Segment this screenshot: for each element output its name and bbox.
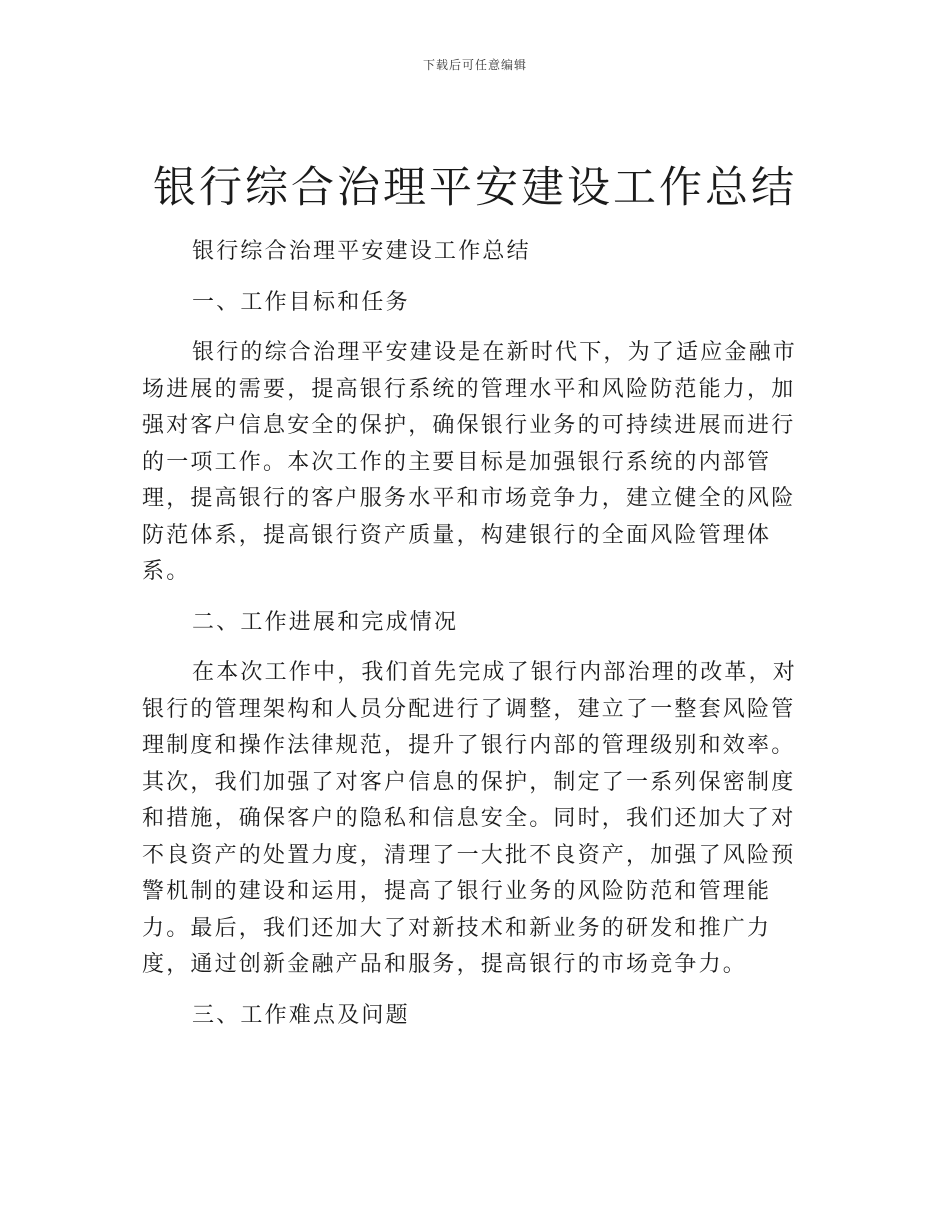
section-paragraph-2: 在本次工作中，我们首先完成了银行内部治理的改革，对银行的管理架构和人员分配进行了调整，建立了一整套风险管理制度和操作法律规范，提升了银行内部的管理级别和效率。其次，我们加强了对客户信息的保护，制定了一系列保密制度和措施，确保客户的隐私和信息安全。同时，我们还加大了对不良资产的处置力度，清理了一大批不良资产，加强了风险预警机制的建设和运用，提高了银行业务的风险防范和管理能力。最后，我们还加大了对新技术和新业务的研发和推广力度，通过创新金融产品和服务，提高银行的市场竞争力。 bbox=[142, 660, 798, 977]
section-heading-3: 三、工作难点及问题 bbox=[192, 1002, 410, 1028]
document-title: 银行综合治理平安建设工作总结 bbox=[153, 163, 797, 213]
section-heading-1: 一、工作目标和任务 bbox=[192, 289, 410, 315]
header-note: 下载后可任意编辑 bbox=[422, 58, 527, 72]
section-heading-2: 二、工作进展和完成情况 bbox=[192, 609, 459, 635]
section-paragraph-1: 银行的综合治理平安建设是在新时代下，为了适应金融市场进展的需要，提高银行系统的管理水平和风险防范能力，加强对客户信息安全的保护，确保银行业务的可持续进展而进行的一项工作。本次工作的主要目标是加强银行系统的内部管理，提高银行的客户服务水平和市场竞争力，建立健全的风险防范体系，提高银行资产质量，构建银行的全面风险管理体系。 bbox=[142, 340, 798, 584]
document-subtitle: 银行综合治理平安建设工作总结 bbox=[192, 239, 531, 264]
document-body bbox=[142, 234, 814, 1034]
